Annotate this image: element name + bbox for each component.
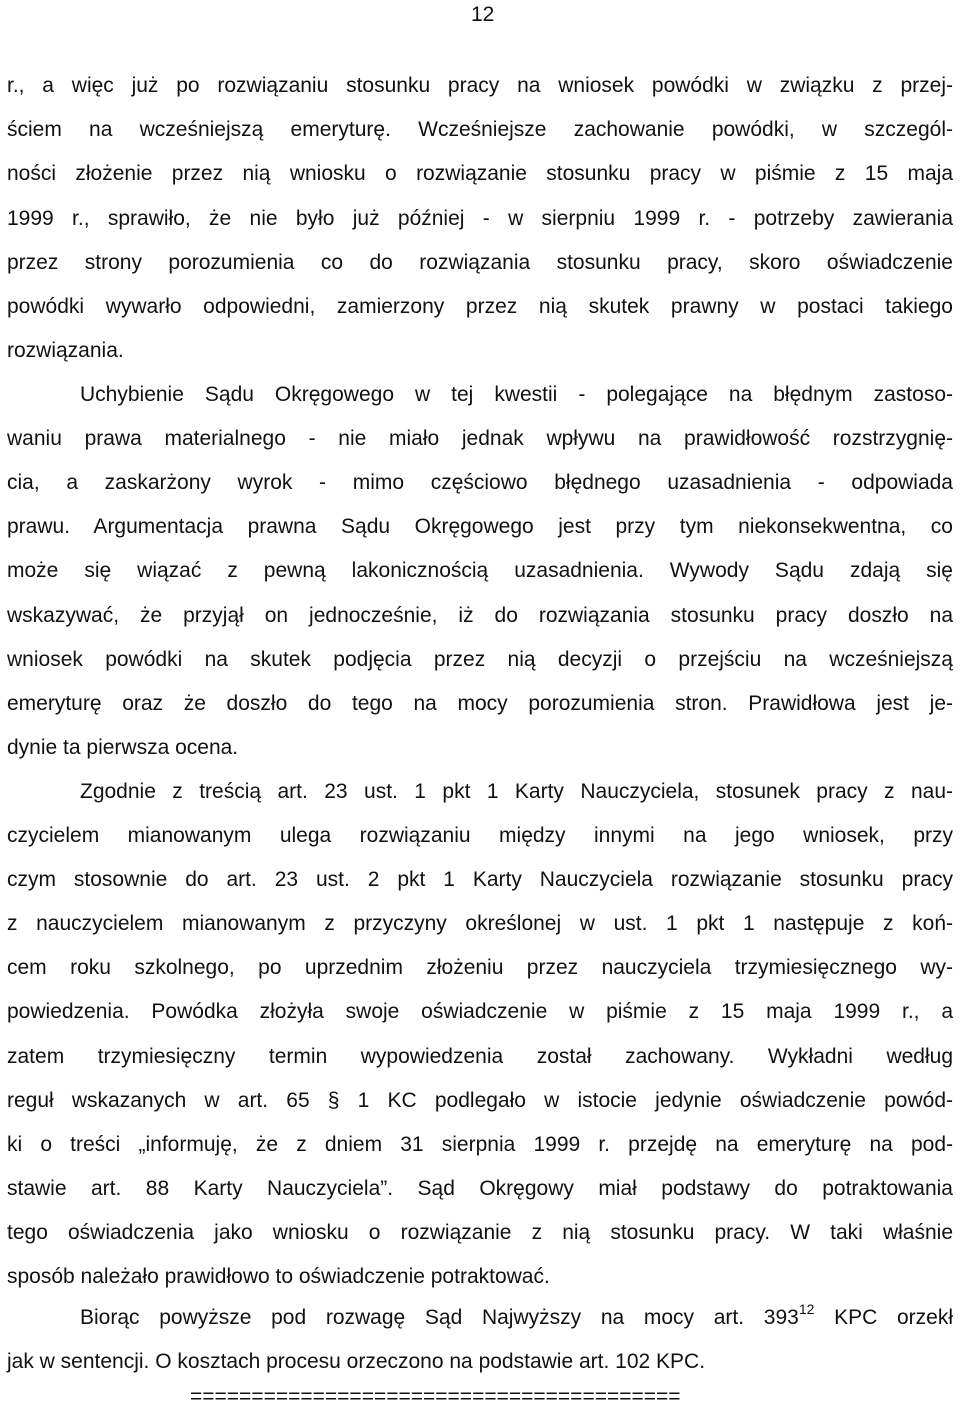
text-line <box>80 1301 953 1331</box>
text-line: wskazywać, że przyjął on jednocześnie, iż do rozwiązania stosunku pracy doszło na <box>7 604 953 627</box>
text-line: emeryturę oraz że doszło do tego na mocy porozumienia stron. Prawidłowa jest je- <box>7 692 953 715</box>
text-segment: KPC orzekł <box>814 1306 953 1329</box>
text-line: Zgodnie z treścią art. 23 ust. 1 pkt 1 Karty Nauczyciela, stosunek pracy z nau- <box>80 780 953 803</box>
text-line: zatem trzymiesięczny termin wypowiedzenia został zachowany. Wykładni według <box>7 1045 953 1068</box>
text-line: może się wiązać z pewną lakonicznością uzasadnienia. Wywody Sądu zdają się <box>7 559 953 582</box>
text-line: prawu. Argumentacja prawna Sądu Okręgowego jest przy tym niekonsekwentna, co <box>7 515 953 538</box>
text-line: cia, a zaskarżony wyrok - mimo częściowo błędnego uzasadnienia - odpowiada <box>7 471 953 494</box>
text-line: reguł wskazanych w art. 65 § 1 KC podlegało w istocie jedynie oświadczenie powód- <box>7 1089 953 1112</box>
text-line: przez strony porozumienia co do rozwiązania stosunku pracy, skoro oświadczenie <box>7 251 953 274</box>
text-line: czym stosownie do art. 23 ust. 2 pkt 1 Karty Nauczyciela rozwiązanie stosunku pracy <box>7 868 953 891</box>
text-line: waniu prawa materialnego - nie miało jednak wpływu na prawidłowość rozstrzygnię- <box>7 427 953 450</box>
text-line: powódki wywarło odpowiedni, zamierzony przez nią skutek prawny w postaci takiego <box>7 295 953 318</box>
text-line: wniosek powódki na skutek podjęcia przez nią decyzji o przejściu na wcześniejszą <box>7 648 953 671</box>
text-line: ściem na wcześniejszą emeryturę. Wcześniejsze zachowanie powódki, w szczegól- <box>7 118 953 141</box>
text-line: cem roku szkolnego, po uprzednim złożeniu przez nauczyciela trzymiesięcznego wy- <box>7 956 953 979</box>
text-line: rozwiązania. <box>7 339 124 362</box>
text-line: z nauczycielem mianowanym z przyczyny określonej w ust. 1 pkt 1 następuje z koń- <box>7 912 953 935</box>
text-line: dynie ta pierwsza ocena. <box>7 736 239 759</box>
text-line: r., a więc już po rozwiązaniu stosunku pracy na wniosek powódki w związku z przej- <box>7 74 953 97</box>
page-number: 12 <box>471 3 495 26</box>
text-line: czycielem mianowanym ulega rozwiązaniu między innymi na jego wniosek, przy <box>7 824 953 847</box>
text-line: jak w sentencji. O kosztach procesu orzeczono na podstawie art. 102 KPC. <box>7 1350 706 1373</box>
text-line: ki o treści „informuję, że z dniem 31 sierpnia 1999 r. przejdę na emeryturę na pod- <box>7 1133 953 1156</box>
text-line: tego oświadczenia jako wniosku o rozwiązanie z nią stosunku pracy. W taki właśnie <box>7 1221 953 1244</box>
text-line: Uchybienie Sądu Okręgowego w tej kwestii - polegające na błędnym zastoso- <box>80 383 953 406</box>
text-line: stawie art. 88 Karty Nauczyciela”. Sąd Okręgowy miał podstawy do potraktowania <box>7 1177 953 1200</box>
text-segment: Biorąc powyższe pod rozwagę Sąd Najwyższy na mocy art. 393 <box>80 1306 799 1329</box>
text-line: sposób należało prawidłowo to oświadczenie potraktować. <box>7 1265 550 1288</box>
text-line: 1999 r., sprawiło, że nie było już później - w sierpniu 1999 r. - potrzeby zawierania <box>7 207 953 230</box>
superscript: 12 <box>798 1301 815 1317</box>
separator-line: ======================================== <box>190 1385 681 1408</box>
text-line: ności złożenie przez nią wniosku o rozwiązanie stosunku pracy w piśmie z 15 maja <box>7 162 953 185</box>
text-line: powiedzenia. Powódka złożyła swoje oświadczenie w piśmie z 15 maja 1999 r., a <box>7 1000 953 1023</box>
